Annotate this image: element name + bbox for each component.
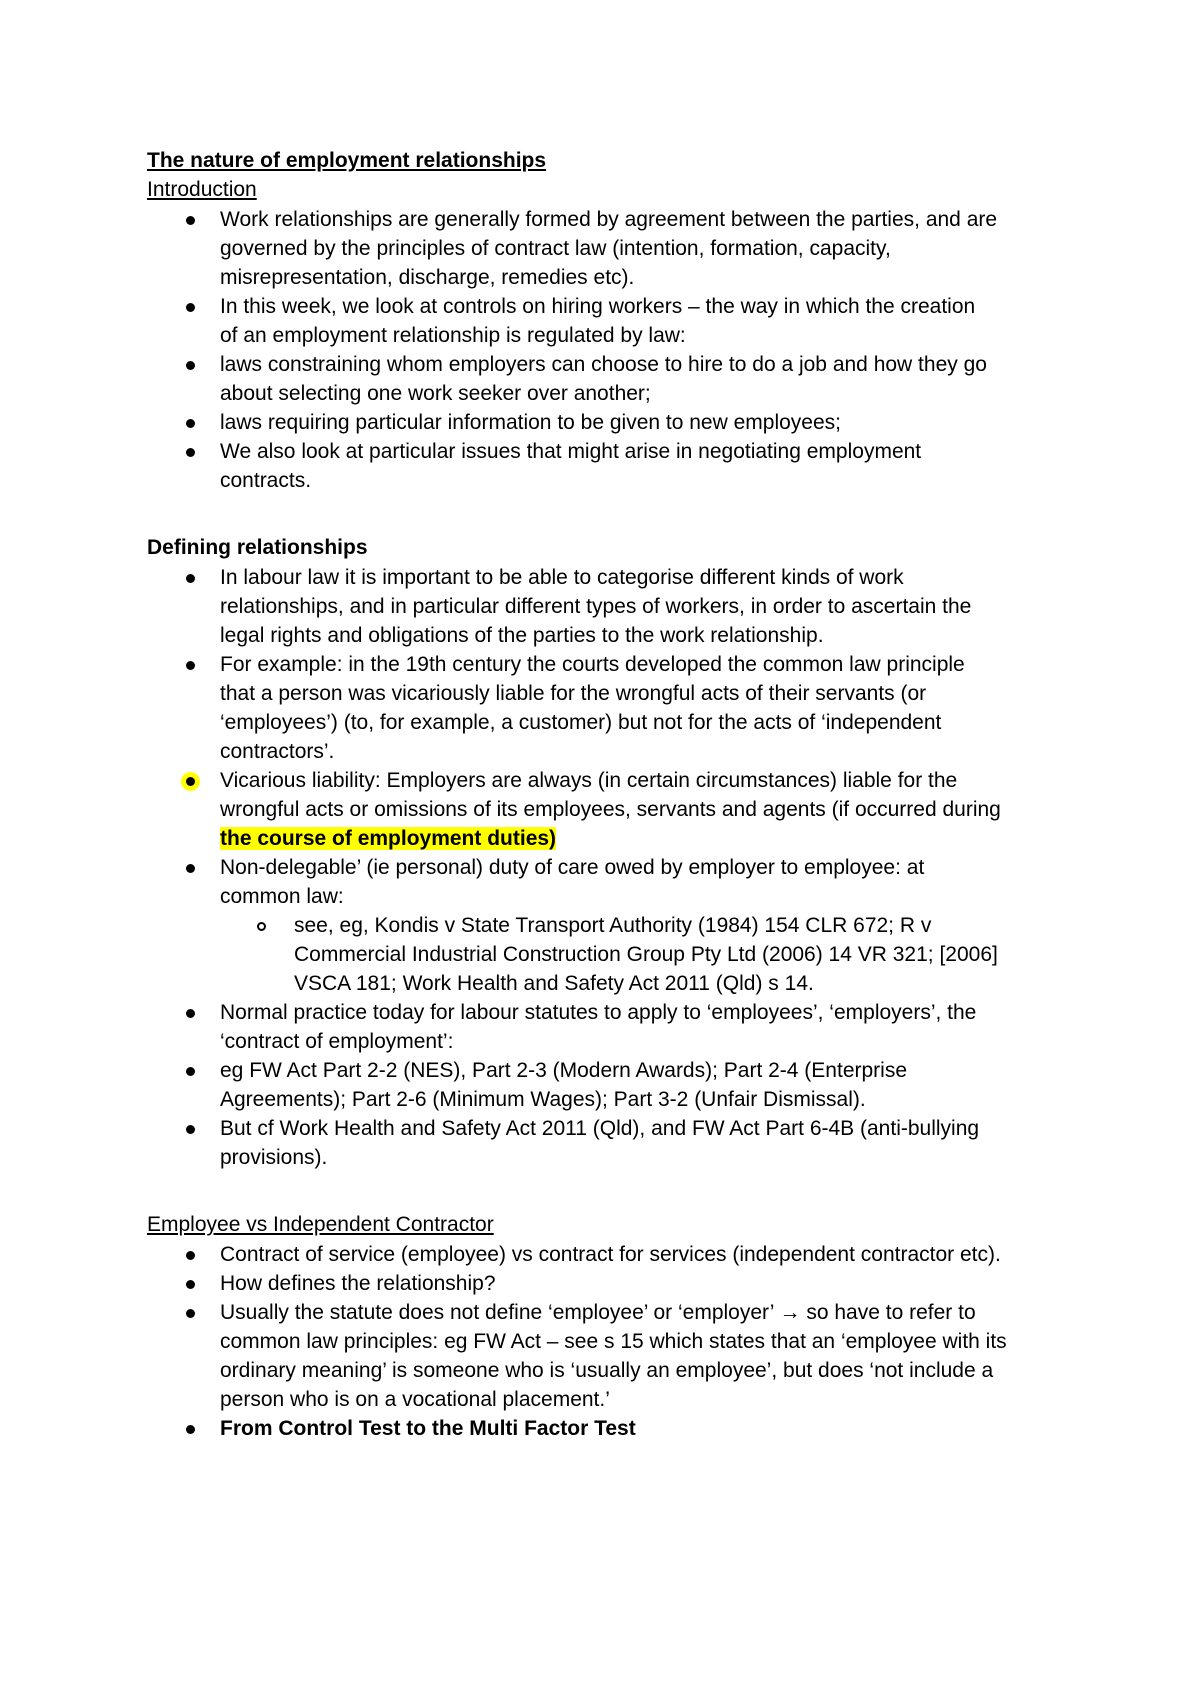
list-item-line: provisions). (220, 1146, 328, 1169)
hollow-bullet-icon (257, 922, 266, 931)
list-item-line: contracts. (220, 469, 312, 492)
sub-list-item-line: VSCA 181; Work Health and Safety Act 2011 (Qld) s 14. (294, 972, 814, 995)
list-item-line: Usually the statute does not define ‘employee’ or ‘employer’ → so have to refer to (220, 1301, 976, 1324)
list-item-line: How defines the relationship? (220, 1272, 496, 1295)
bullet-icon (186, 1009, 195, 1018)
list-item-line: Agreements); Part 2-6 (Minimum Wages); Part 3-2 (Unfair Dismissal). (220, 1088, 866, 1111)
list-item-line: legal rights and obligations of the parties to the work relationship. (220, 624, 824, 647)
list-item-line: laws requiring particular information to be given to new employees; (220, 411, 841, 434)
bullet-icon (186, 661, 195, 670)
list-item-line: ‘employees’) (to, for example, a customer) but not for the acts of ‘independent (220, 711, 942, 734)
list-item-line: contractors’. (220, 740, 335, 763)
list-item-line: that a person was vicariously liable for the wrongful acts of their servants (or (220, 682, 927, 705)
highlighted-bullet-icon (186, 777, 195, 786)
section-heading-employee-vs-contractor: Employee vs Independent Contractor (147, 1213, 494, 1236)
highlighted-text: the course of employment duties) (220, 827, 557, 850)
list-item-line: Contract of service (employee) vs contract for services (independent contractor etc). (220, 1243, 1001, 1266)
list-item-line: of an employment relationship is regulated by law: (220, 324, 686, 347)
section-heading-defining-relationships: Defining relationships (147, 536, 368, 559)
sub-list-item-line: Commercial Industrial Construction Group Pty Ltd (2006) 14 VR 321; [2006] (294, 943, 998, 966)
bullet-icon (186, 448, 195, 457)
section-heading-introduction: Introduction (147, 178, 257, 201)
list-item-line: common law principles: eg FW Act – see s 15 which states that an ‘employee with its (220, 1330, 1007, 1353)
list-item-line: eg FW Act Part 2-2 (NES), Part 2-3 (Modern Awards); Part 2-4 (Enterprise (220, 1059, 908, 1082)
bullet-icon (186, 1251, 195, 1260)
list-item-line: Vicarious liability: Employers are always (in certain circumstances) liable for the (220, 769, 958, 792)
list-item-line: about selecting one work seeker over another; (220, 382, 651, 405)
list-item-line: For example: in the 19th century the courts developed the common law principle (220, 653, 965, 676)
list-item-line: Work relationships are generally formed by agreement between the parties, and are (220, 208, 998, 231)
list-item-line: common law: (220, 885, 344, 908)
bullet-icon (186, 216, 195, 225)
bullet-icon (186, 361, 195, 370)
bullet-icon (186, 1280, 195, 1289)
bullet-icon (186, 1309, 195, 1318)
bullet-icon (186, 1067, 195, 1076)
list-item-line: governed by the principles of contract law (intention, formation, capacity, (220, 237, 891, 260)
list-item-line: person who is on a vocational placement.’ (220, 1388, 610, 1411)
list-item-line: Non-delegable’ (ie personal) duty of care owed by employer to employee: at (220, 856, 925, 879)
bullet-icon (186, 419, 195, 428)
bullet-icon (186, 574, 195, 583)
list-item-line: But cf Work Health and Safety Act 2011 (Qld), and FW Act Part 6-4B (anti-bullying (220, 1117, 980, 1140)
list-item-line: From Control Test to the Multi Factor Test (220, 1417, 636, 1440)
list-item-line: ‘contract of employment’: (220, 1030, 454, 1053)
list-item-line: In labour law it is important to be able to categorise different kinds of work (220, 566, 904, 589)
list-item-line: wrongful acts or omissions of its employees, servants and agents (if occurred during (220, 798, 1001, 821)
bullet-icon (186, 1125, 195, 1134)
sub-list-item-line: see, eg, Kondis v State Transport Authority (1984) 154 CLR 672; R v (294, 914, 932, 937)
list-item-line: Normal practice today for labour statutes to apply to ‘employees’, ‘employers’, the (220, 1001, 977, 1024)
list-item-line: relationships, and in particular different types of workers, in order to ascertain the (220, 595, 972, 618)
bullet-icon (186, 1425, 195, 1434)
list-item-line: We also look at particular issues that might arise in negotiating employment (220, 440, 922, 463)
list-item-line: laws constraining whom employers can choose to hire to do a job and how they go (220, 353, 987, 376)
highlighted-line (220, 826, 556, 852)
bullet-icon (186, 303, 195, 312)
document-title: The nature of employment relationships (147, 149, 547, 172)
list-item-line: In this week, we look at controls on hiring workers – the way in which the creation (220, 295, 976, 318)
list-item-line: misrepresentation, discharge, remedies etc). (220, 266, 635, 289)
list-item-line: ordinary meaning’ is someone who is ‘usually an employee’, but does ‘not include a (220, 1359, 994, 1382)
bullet-icon (186, 864, 195, 873)
